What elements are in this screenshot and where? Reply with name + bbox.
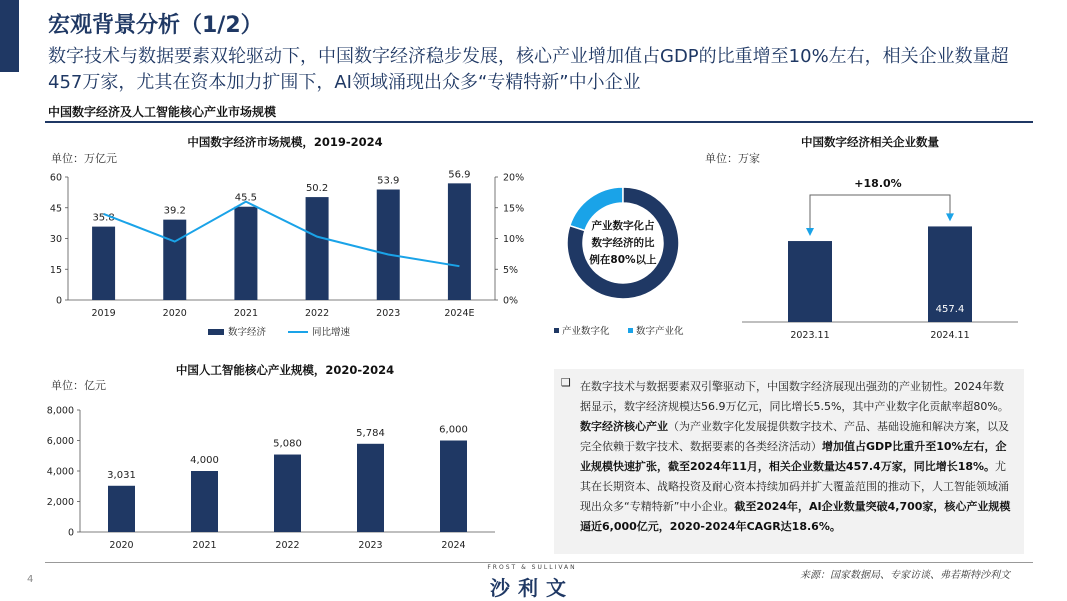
ai-core-bar-label: 6,000 [439, 424, 468, 436]
x-tick-label: 2022 [275, 540, 300, 551]
donut-center-text: 数字经济的比 [591, 237, 655, 249]
digital-economy-chart-title: 中国数字经济市场规模，2019-2024 [187, 135, 383, 149]
note-segment: 数字经济核心产业 [580, 420, 668, 433]
y-right-tick-label: 15% [503, 203, 525, 215]
summary-note-text [580, 377, 1014, 537]
legend-swatch-digital-economy [208, 329, 224, 335]
digital-share-donut-chart [548, 165, 708, 345]
summary-note-box [554, 369, 1024, 554]
ai-core-bar [108, 486, 135, 532]
arrow-head-icon [946, 213, 954, 221]
donut-center-text: 例在80%以上 [589, 254, 657, 266]
x-tick-label: 2021 [233, 308, 259, 319]
x-tick-label: 2023 [358, 540, 383, 551]
page-title: 宏观背景分析（1/2） [48, 13, 263, 38]
digital-economy-bar [377, 190, 400, 300]
x-tick-label: 2019 [91, 308, 116, 319]
ai-core-bar [440, 441, 467, 533]
footer-divider [45, 562, 1033, 563]
digital-economy-bar-label: 39.2 [163, 205, 186, 217]
page-subtitle: 数字技术与数据要素双轮驱动下，中国数字经济稳步发展，核心产业增加值占GDP的比重增至10%左右，相关企业数量超457万家，尤其在资本加力扩围下，AI领域涌现出众多“专精特新”中小企业 [48, 46, 1009, 93]
x-tick-label: 2024 [441, 540, 466, 551]
y-right-tick-label: 5% [503, 264, 519, 276]
source-note: 来源：国家数据局、专家访谈、弗若斯特沙利文 [800, 570, 1010, 581]
title-accent-bar [0, 0, 19, 72]
page-number: 4 [27, 574, 34, 585]
ai-core-bar [191, 471, 218, 532]
x-tick-label: 2024E [444, 308, 475, 319]
note-segment: 在数字技术与数据要素双引擎驱动下，中国数字经济展现出强劲的产业韧性。2024年数据显示，数字经济规模达56.9万亿元，同比增长5.5%，其中产业数字化贡献率超80%。 [580, 380, 1009, 413]
x-tick-label: 2020 [162, 308, 187, 319]
digital-economy-bar [92, 227, 115, 300]
enterprise-count-bar-label: 457.4 [935, 304, 965, 315]
yoy-growth-line [104, 202, 460, 267]
y-tick-label: 4,000 [46, 466, 74, 478]
note-segment: 增加值占GDP比重升至10%左右，企业规模快速扩张，截至2024年11月，相关企业数量达457.4万家，同比增长18%。 [580, 440, 1007, 473]
x-tick-label: 2020 [109, 540, 134, 551]
legend-label-industrial-digitalization: 产业数字化 [562, 326, 610, 337]
note-segment: 截至2024年，AI企业数量突破4,700家，核心产业规模逼近6,000亿元，2020-2024年CAGR达18.6%。 [580, 500, 1011, 533]
ai-core-bar [357, 444, 384, 532]
y-left-tick-label: 30 [49, 234, 62, 245]
y-left-tick-label: 15 [49, 264, 62, 276]
y-tick-label: 8,000 [46, 405, 74, 417]
enterprise-count-chart-title: 中国数字经济相关企业数量 [801, 135, 939, 149]
digital-economy-bar [234, 207, 257, 300]
arrow-head-icon [806, 228, 814, 236]
section-divider [45, 121, 1033, 123]
y-left-tick-label: 0 [55, 295, 62, 307]
digital-economy-bar-label: 35.8 [92, 212, 115, 224]
ai-core-chart-title: 中国人工智能核心产业规模，2020-2024 [175, 363, 395, 377]
donut-center-text: 产业数字化占 [591, 220, 655, 232]
digital-economy-bar [306, 197, 329, 300]
note-bullet-icon: ❑ [561, 376, 571, 389]
brand-logo-chinese: 沙利文 [490, 576, 574, 600]
enterprise-count-unit: 单位：万家 [705, 152, 760, 165]
y-tick-label: 0 [67, 527, 74, 539]
x-tick-label: 2021 [192, 540, 217, 551]
digital-economy-bar-label: 50.2 [305, 183, 329, 195]
y-right-tick-label: 0% [503, 295, 519, 307]
ai-core-bar-label: 5,784 [356, 427, 385, 439]
legend-swatch-digital-industrialization [628, 328, 633, 333]
x-tick-label: 2024.11 [930, 330, 970, 341]
ai-core-bar [274, 455, 301, 532]
digital-economy-bar [448, 183, 471, 300]
section-title: 中国数字经济及人工智能核心产业市场规模 [48, 105, 277, 119]
x-tick-label: 2023.11 [790, 330, 830, 341]
ai-core-bar-label: 4,000 [190, 455, 219, 466]
digital-economy-unit: 单位：万亿元 [51, 152, 117, 165]
legend-label-digital-economy: 数字经济 [228, 327, 267, 338]
ai-core-unit: 单位：亿元 [51, 379, 106, 392]
digital-economy-bar [163, 220, 186, 300]
ai-core-industry-chart [40, 395, 500, 555]
y-right-tick-label: 10% [503, 234, 525, 245]
digital-economy-bar-label: 45.5 [234, 192, 258, 204]
digital-economy-bar-label: 53.9 [377, 175, 400, 187]
brand-logo-english: FROST & SULLIVAN [487, 564, 577, 571]
y-tick-label: 6,000 [46, 436, 74, 447]
y-right-tick-label: 20% [503, 172, 525, 184]
legend-label-digital-industrialization: 数字产业化 [636, 326, 684, 337]
digital-economy-bar-label: 56.9 [448, 169, 471, 181]
ai-core-bar-label: 3,031 [107, 469, 136, 481]
legend-swatch-industrial-digitalization [554, 328, 559, 333]
note-segment: 尤其在长期资本、战略投资及耐心资本持续加码并扩大覆盖范围的推动下，人工智能领域涌现出众多“专精特新”中小企业。 [580, 460, 1009, 513]
y-tick-label: 2,000 [46, 497, 74, 508]
x-tick-label: 2022 [304, 308, 330, 319]
enterprise-count-bar [788, 241, 832, 322]
y-left-tick-label: 45 [49, 203, 62, 215]
note-segment: （为产业数字化发展提供数字技术、产品、基础设施和解决方案，以及完全依赖于数字技术、数据要素的各类经济活动） [580, 420, 1009, 453]
growth-annotation: +18.0% [854, 177, 902, 190]
x-tick-label: 2023 [376, 308, 401, 319]
enterprise-count-chart [730, 165, 1030, 345]
legend-label-yoy: 同比增速 [312, 327, 351, 338]
digital-economy-chart [40, 165, 540, 345]
y-left-tick-label: 60 [49, 172, 62, 184]
ai-core-bar-label: 5,080 [273, 438, 302, 450]
